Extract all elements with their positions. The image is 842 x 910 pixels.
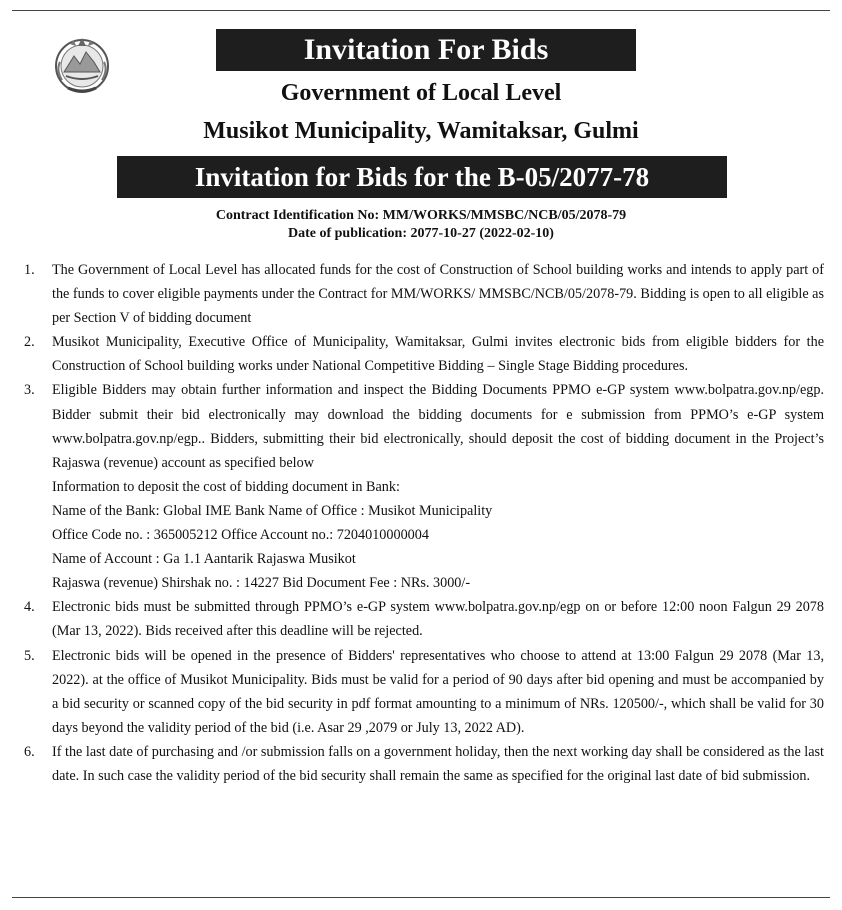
bank-name-line: Name of the Bank: Global IME Bank Name of Office : Musikot Municipality bbox=[52, 502, 493, 519]
list-item bbox=[24, 378, 824, 595]
publication-date: Date of publication: 2077-10-27 (2022-02-10) bbox=[288, 226, 554, 241]
list-item bbox=[24, 740, 824, 788]
item-text: If the last date of purchasing and /or submission falls on a government holiday, then the next working day shall be considered as the last date. In such case the validity period of the bid security shall remain the same as specified for the original last date of bid submission. bbox=[52, 743, 824, 784]
heading-municipality: Musikot Municipality, Wamitaksar, Gulmi bbox=[203, 118, 639, 144]
item-number: 1. bbox=[24, 262, 35, 278]
office-code-line: Office Code no. : 365005212 Office Account no.: 7204010000004 bbox=[52, 527, 429, 544]
item-text: Electronic bids must be submitted through PPMO’s e-GP system www.bolpatra.gov.np/egp on or before 12:00 noon Falgun 29 2078 (Mar 13, 2022). Bids received after this deadline will be rejected. bbox=[52, 599, 824, 640]
bid-items-list bbox=[24, 258, 824, 788]
item-number: 5. bbox=[24, 647, 35, 664]
item-number: 6. bbox=[24, 743, 35, 760]
list-item bbox=[24, 644, 824, 740]
title-banner: Invitation For Bids bbox=[216, 29, 636, 71]
item-number: 4. bbox=[24, 599, 35, 616]
list-item bbox=[24, 595, 824, 643]
item-text: Musikot Municipality, Executive Office of Municipality, Wamitaksar, Gulmi invites electronic bids from eligible bidders for the Construction of School building works under National Competitive Bidding – Single Stage Bidding procedures. bbox=[52, 334, 824, 375]
item-number: 3. bbox=[24, 382, 35, 399]
revenue-head-line: Rajaswa (revenue) Shirshak no. : 14227 Bid Document Fee : NRs. 3000/- bbox=[52, 575, 471, 592]
item-text: The Government of Local Level has allocated funds for the cost of Construction of School building works and intends to apply part of the funds to cover eligible payments under the Contract for MM/WORKS/ MMSBC/NCB/05/2078-79. Bidding is open to all eligible as per Section V of bidding document bbox=[52, 262, 824, 327]
item-text: Eligible Bidders may obtain further information and inspect the Bidding Documents PPMO e-GP system www.bolpatra.gov.np/egp. Bidder submit their bid electronically may download the bidding documents for e submission from PPMO’s e-GP system www.bolpatra.gov.np/egp.. Bidders, submitting their bid electronically, should deposit the cost of bidding document in the Project’s Rajaswa (revenue) account as specified below bbox=[52, 382, 824, 471]
bank-info-heading: Information to deposit the cost of bidding document in Bank: bbox=[52, 478, 400, 495]
item-number: 2. bbox=[24, 334, 35, 351]
item-body bbox=[52, 378, 824, 595]
account-name-line: Name of Account : Ga 1.1 Aantarik Rajaswa Musikot bbox=[52, 551, 356, 568]
item-text: Electronic bids will be opened in the presence of Bidders' representatives who choose to attend at 13:00 Falgun 29 2078 (Mar 13, 2022). at the office of Musikot Municipality. Bids must be valid for a period of 90 days after bid opening and must be accompanied by a bid security or scanned copy of the bid security in pdf format amounting to a minimum of NRs. 120500/-, which shall be valid for 30 days beyond the validity period of the bid (i.e. Asar 29 ,2079 or July 13, 2022 AD). bbox=[52, 647, 824, 736]
list-item bbox=[24, 258, 824, 330]
bottom-rule bbox=[12, 897, 830, 898]
top-rule bbox=[12, 10, 830, 11]
subtitle-banner: Invitation for Bids for the B-05/2077-78 bbox=[117, 156, 727, 198]
heading-government: Government of Local Level bbox=[280, 80, 562, 106]
list-item bbox=[24, 330, 824, 378]
contract-id: Contract Identification No: MM/WORKS/MMSBC/NCB/05/2078-79 bbox=[215, 208, 627, 223]
